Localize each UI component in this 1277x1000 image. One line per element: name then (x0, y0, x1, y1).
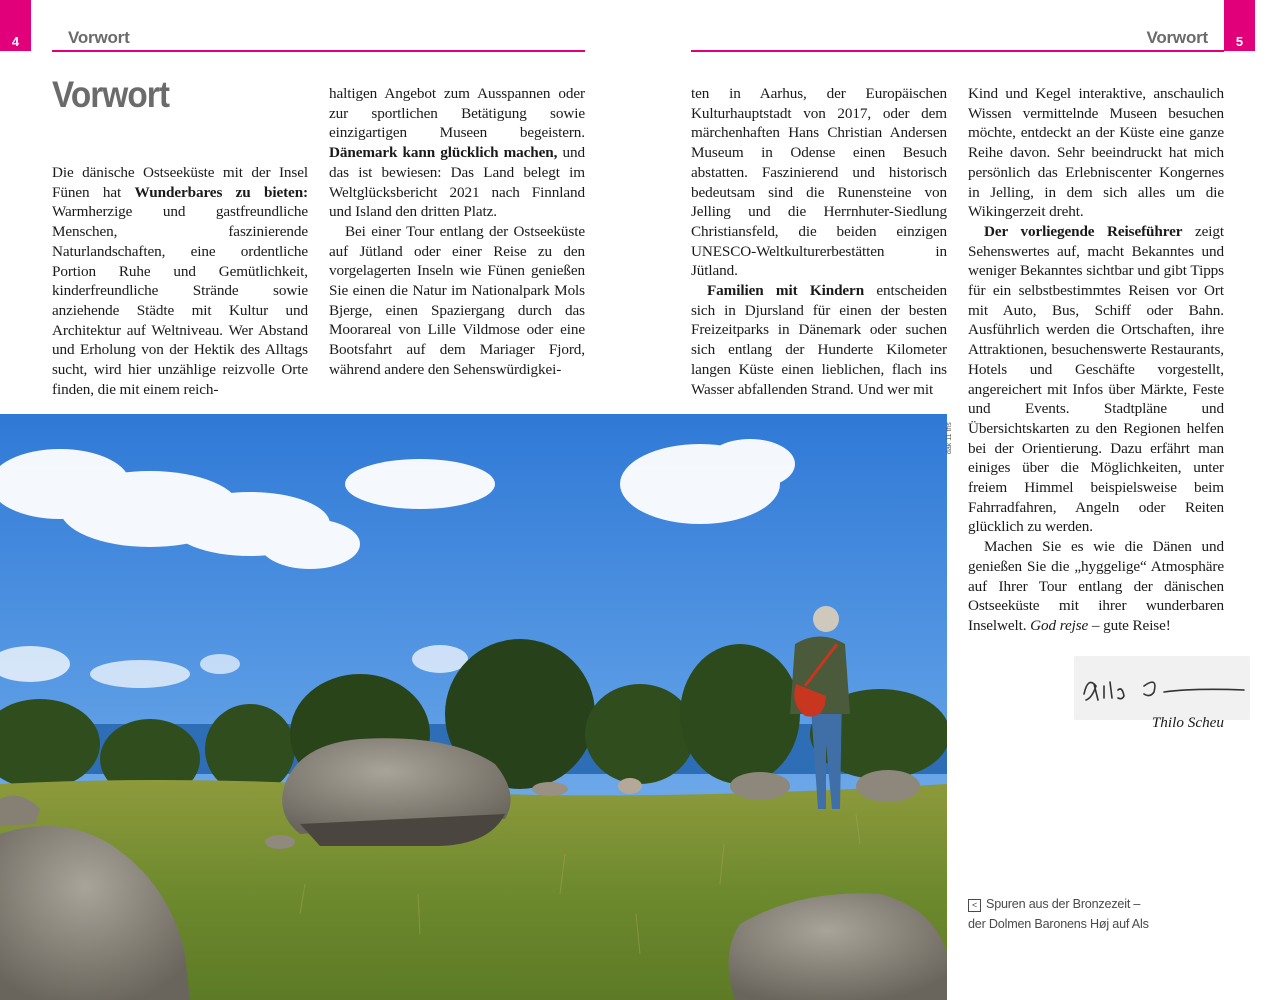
rock (730, 772, 790, 800)
text-run: entscheiden sich in Djursland für einen der besten Freizeitparks in Dänemark oder suchen sich entlang der Hunderte Kilometer langen Küste einen lieblichen, flach ins Wasser abfallenden Strand. Und wer mit (691, 282, 947, 398)
running-head-left: Vorwort (68, 28, 130, 47)
chapter-title: Vorwort (52, 74, 170, 115)
italic-text: God rejse (1030, 616, 1089, 634)
text-run: Warmherzige und gastfreundliche Menschen, faszinierende Naturlandschaften, eine ordentliche Portion Ruhe und Gemütlichkeit, kinderfreundliche Strände sowie anziehende Städte mit Kultur und Architektur auf Weltniveau. Wer Abstand und Erholung von der Hektik des Alltags sucht, wird hier unzählige reizvolle Orte finden, die mit einem reich- (52, 203, 308, 398)
text-column-3 (691, 84, 947, 399)
rock (532, 782, 568, 796)
bold-text: Wunderbares zu bieten: (134, 183, 308, 201)
bold-text: Der vorliegende Reiseführer (984, 222, 1183, 240)
rock (265, 835, 295, 849)
header-rule-left (52, 50, 585, 52)
caption-text: Spuren aus der Bronzezeit – (986, 897, 1141, 911)
photo-credit: dak 11 ths (946, 422, 953, 454)
paragraph (691, 281, 947, 399)
text-run: zeigt Sehenswertes auf, macht Bekanntes und weniger Bekanntes sichtbar und gibt Tipps für ein selbstbestimmtes Reisen vor Ort mit Auto, Bus, Schiff oder Bahn. Ausführlich werden die Ortschaften, ihre Attraktionen, besuchenswerte Restaurants, Hotels und Geschäfte vorgestellt, angereichert mit Infos über Märkte, Feste und Events. Stadtpläne und Übersichtskarten zu den Regionen helfen bei der Orientierung. Dazu erfährt man einiges über die Möglichkeiten, unter freiem Himmel beispielsweise beim Fahrradfahren, Angeln oder Reiten glücklich zu werden. (968, 222, 1224, 536)
author-name: Thilo Scheu (1151, 714, 1224, 731)
arrow-left-icon: < (968, 899, 981, 912)
page-number-left: 4 (0, 0, 31, 51)
paragraph (329, 84, 585, 222)
text-column-4 (968, 84, 1224, 636)
text-run: – gute Reise! (1088, 616, 1171, 634)
caption-line (968, 894, 1224, 914)
rock (618, 778, 642, 794)
paragraph: ten in Aarhus, der Europäischen Kulturhauptstadt von 2017, oder dem märchenhaften Hans Christian Andersen Museum in Odense einen Besuch abstatten. Faszinierend und historisch bedeutsam sind die Runensteine von Jelling und die Herrnhuter-Siedlung Christiansfeld, die beiden einzigen UNESCO-Weltkulturerbestätten in Jütland. (691, 85, 947, 280)
paragraph: Kind und Kegel interaktive, anschaulich Wissen vermittelnde Museen besuchen möchte, entdeckt an der Küste eine ganze Reihe davon. Sehr beeindruckt hat mich persönlich das Erlebniscenter Kongernes in Jelling, in dem sich alles um die Wikingerzeit dreht. (968, 85, 1224, 221)
paragraph: Bei einer Tour entlang der Ostseeküste auf Jütland oder einer Reise zu den vorgelagerten Inseln wie Fünen genießen Sie einen die Natur im Nationalpark Mols Bjerge, einen Spaziergang durch das Moorareal von Lille Vildmose oder eine Bootsfahrt auf dem Mariager Fjord, während andere den Sehenswürdigkei- (329, 222, 585, 378)
text-column-1 (52, 163, 308, 399)
text-run: haltigen Angebot zum Ausspannen oder zur sportlichen Betätigung sowie einzigartigen Museen begeistern. (329, 85, 585, 142)
dolmen-photo (0, 414, 947, 1000)
bold-text: Dänemark kann glücklich machen, (329, 144, 558, 162)
author-signature (1074, 656, 1250, 720)
rock (856, 770, 920, 802)
bold-text: Familien mit Kindern (707, 282, 865, 300)
paragraph (968, 222, 1224, 537)
text-column-2 (329, 84, 585, 380)
caption-line: der Dolmen Baronens Høj auf Als (968, 917, 1149, 931)
page-number-right: 5 (1224, 0, 1255, 51)
paragraph (968, 537, 1224, 636)
text-run: Machen Sie es wie die Dänen und genießen Sie die „hyggelige“ Atmosphäre auf Ihrer Tour entlang der dänischen Ostseeküste mit ihrer wunderbaren Inselwelt. (968, 538, 1224, 634)
running-head-right: Vorwort (1146, 28, 1208, 47)
header-rule-right (691, 50, 1224, 52)
text-run: und das ist bewiesen: Das Land belegt im Weltglücksbericht 2021 nach Finnland und Island den dritten Platz. (329, 144, 585, 221)
photo-caption (968, 894, 1224, 934)
paragraph (52, 163, 308, 399)
text-run: Die dänische Ostseeküste mit der Insel Fünen hat (52, 164, 308, 201)
